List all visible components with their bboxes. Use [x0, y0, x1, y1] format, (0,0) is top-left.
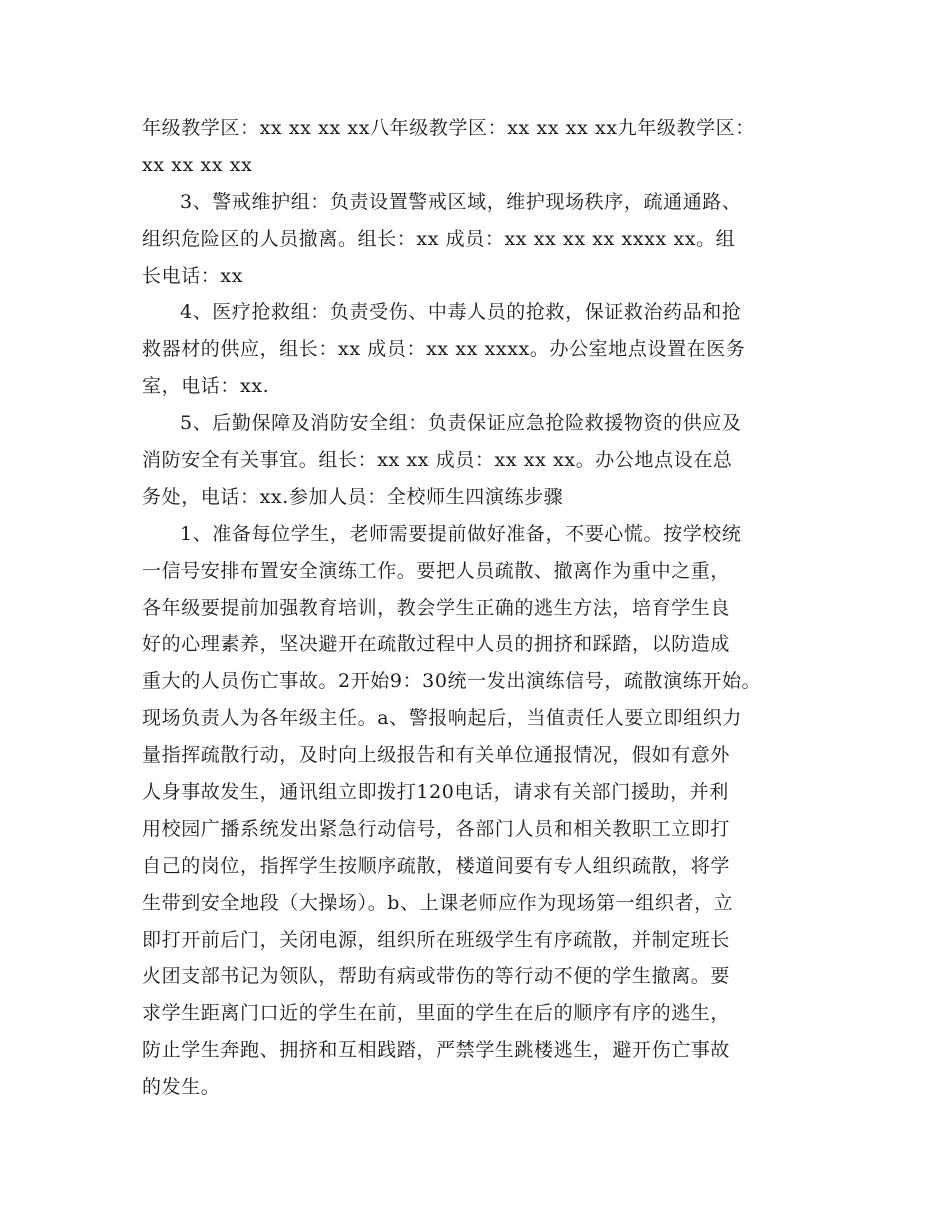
text-line: 消防安全有关事宜。组长：xx xx 成员：xx xx xx。办公地点设在总: [142, 449, 733, 472]
text-line: 各年级要提前加强教育培训，教会学生正确的逃生方法，培育学生良: [142, 596, 731, 619]
text-line: 3、警戒维护组：负责设置警戒区域，维护现场秩序，疏通通路、: [180, 190, 742, 213]
text-line: 组织危险区的人员撤离。组长：xx 成员：xx xx xx xx xxxx xx。组: [142, 227, 736, 250]
text-line: 量指挥疏散行动，及时向上级报告和有关单位通报情况，假如有意外: [142, 744, 731, 767]
text-line: 现场负责人为各年级主任。a、警报响起后，当值责任人要立即组织力: [142, 707, 742, 730]
text-line: 火团支部书记为领队，帮助有病或带伤的等行动不便的学生撤离。要: [142, 965, 731, 988]
text-line: 长电话：xx: [142, 264, 244, 287]
text-line: 防止学生奔跑、拥挤和互相践踏，严禁学生跳楼逃生，避开伤亡事故: [142, 1039, 731, 1062]
text-line: 生带到安全地段（大操场）。b、上课老师应作为现场第一组织者，立: [142, 891, 734, 914]
text-line: 的发生。: [142, 1076, 221, 1099]
text-line: 好的心理素养，坚决避开在疏散过程中人员的拥挤和踩踏，以防造成: [142, 633, 731, 656]
text-line: 用校园广播系统发出紧急行动信号，各部门人员和相关教职工立即打: [142, 817, 731, 840]
text-line: 5、后勤保障及消防安全组：负责保证应急抢险救援物资的供应及: [180, 412, 742, 435]
text-line: 自己的岗位，指挥学生按顺序疏散，楼道间要有专人组织疏散，将学: [142, 854, 731, 877]
text-line: xx xx xx xx: [142, 153, 253, 176]
document-body: [142, 110, 832, 1106]
text-line: 求学生距离门口近的学生在前，里面的学生在后的顺序有序的逃生，: [142, 1002, 731, 1025]
text-line: 一信号安排布置安全演练工作。要把人员疏散、撤离作为重中之重，: [142, 559, 731, 582]
text-line: 重大的人员伤亡事故。2开始9：30统一发出演练信号，疏散演练开始。: [142, 670, 762, 693]
text-line: 年级教学区：xx xx xx xx八年级教学区：xx xx xx xx九年级教学区：: [142, 117, 755, 139]
text-line: 人身事故发生，通讯组立即拨打120电话，请求有关部门援助，并利: [142, 781, 729, 804]
text-line: 1、准备每位学生，老师需要提前做好准备，不要心慌。按学校统: [180, 522, 742, 545]
text-line: 务处，电话：xx.参加人员：全校师生四演练步骤: [142, 485, 564, 508]
text-line: 即打开前后门，关闭电源，组织所在班级学生有序疏散，并制定班长: [142, 928, 731, 951]
text-line: 救器材的供应，组长：xx 成员：xx xx xxxx。办公室地点设置在医务: [142, 338, 746, 361]
text-line: 4、医疗抢救组：负责受伤、中毒人员的抢救，保证救治药品和抢: [180, 301, 742, 324]
text-line: 室，电话：xx.: [142, 375, 270, 398]
